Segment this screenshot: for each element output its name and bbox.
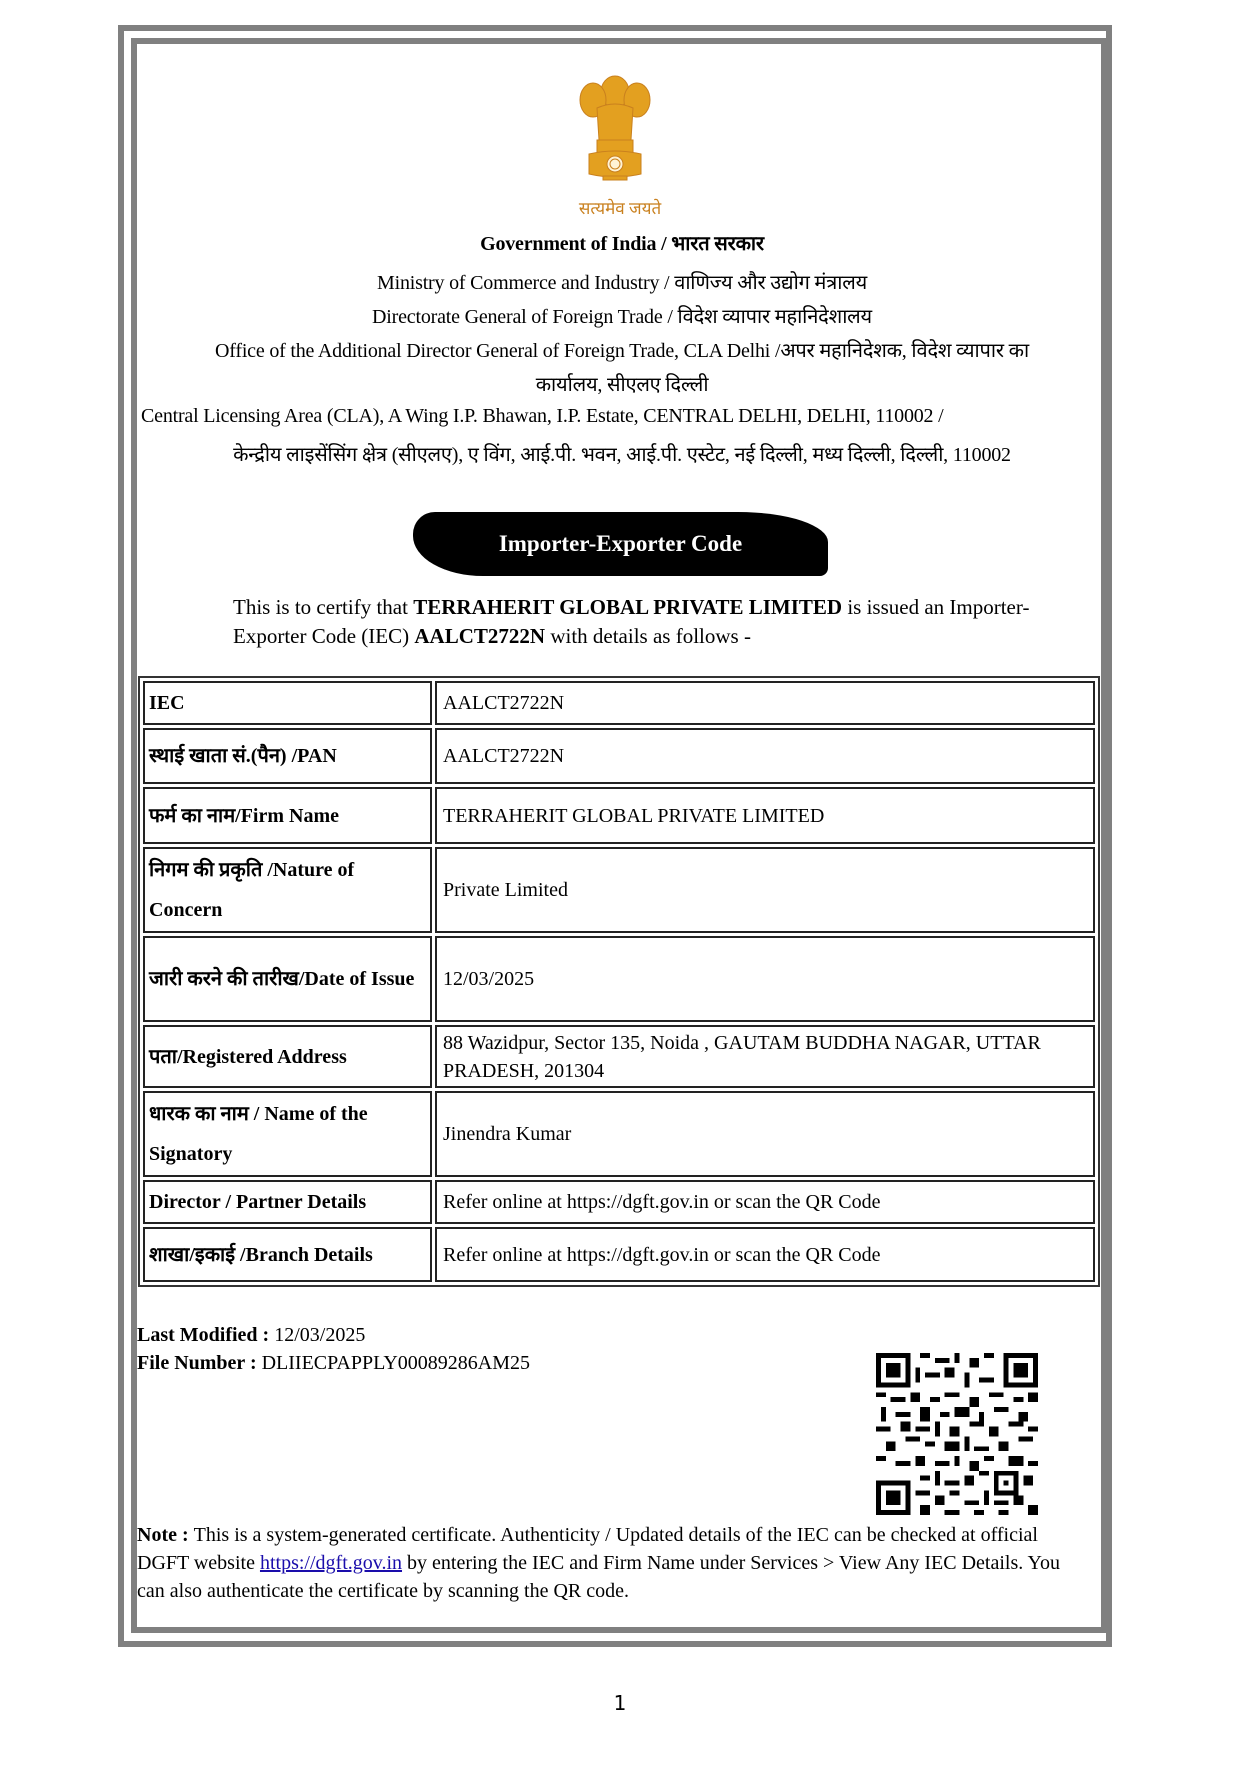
last-modified [137, 1321, 530, 1349]
row-label: IEC [143, 681, 432, 725]
row-value: TERRAHERIT GLOBAL PRIVATE LIMITED [435, 787, 1095, 844]
table-row [143, 1227, 1095, 1282]
page-number: 1 [613, 1691, 627, 1715]
note-label: Note : [137, 1524, 194, 1546]
file-number [137, 1349, 530, 1377]
certification-statement [233, 593, 1033, 651]
row-value: Refer online at https://dgft.gov.in or scan the QR Code [435, 1180, 1095, 1224]
table-row [143, 1091, 1095, 1177]
row-label: Director / Partner Details [143, 1180, 432, 1224]
directorate-line: Directorate General of Foreign Trade / विदेश व्यापार महानिदेशालय [372, 306, 872, 328]
certify-text-mid: is issued an Importer-Exporter Code (IEC) [233, 595, 1030, 648]
address-line-1: Central Licensing Area (CLA), A Wing I.P. Bhawan, I.P. Estate, CENTRAL DELHI, DELHI, 110002 / [141, 405, 944, 427]
qr-code-icon[interactable] [876, 1353, 1038, 1515]
note-text-2: by entering the IEC and Firm Name under Services > View Any IEC Details. You can also authenticate the certificate by scanning the QR code. [137, 1552, 1060, 1602]
certificate-meta [137, 1321, 530, 1377]
last-modified-value: 12/03/2025 [274, 1324, 366, 1346]
note-paragraph [137, 1521, 1077, 1605]
row-label: जारी करने की तारीख/Date of Issue [143, 936, 432, 1022]
iec-details-table [138, 676, 1100, 1287]
row-label: स्थाई खाता सं.(पैन) /PAN [143, 728, 432, 784]
table-row [143, 1025, 1095, 1088]
certify-firm-name: TERRAHERIT GLOBAL PRIVATE LIMITED [413, 595, 843, 619]
row-value: Private Limited [435, 847, 1095, 933]
table-row [143, 1180, 1095, 1224]
table-row [143, 681, 1095, 725]
row-value: AALCT2722N [435, 728, 1095, 784]
certify-text-post: with details as follows - [545, 624, 751, 648]
certify-text-pre: This is to certify that [233, 595, 414, 619]
table-row [143, 936, 1095, 1022]
row-value: AALCT2722N [435, 681, 1095, 725]
certify-iec: AALCT2722N [414, 624, 546, 648]
row-value: Refer online at https://dgft.gov.in or scan the QR Code [435, 1227, 1095, 1282]
last-modified-label: Last Modified : [137, 1324, 275, 1346]
motto-text: सत्यमेव जयते [578, 199, 662, 218]
row-label: धारक का नाम / Name of the Signatory [143, 1091, 432, 1177]
row-label: पता/Registered Address [143, 1025, 432, 1088]
row-value: 12/03/2025 [435, 936, 1095, 1022]
row-value: Jinendra Kumar [435, 1091, 1095, 1177]
file-number-value: DLIIECPAPPLY00089286AM25 [261, 1352, 531, 1374]
row-label: निगम की प्रकृति /Nature of Concern [143, 847, 432, 933]
address-line-2: केन्द्रीय लाइसेंसिंग क्षेत्र (सीएलए), ए विंग, आई.पी. भवन, आई.पी. एस्टेट, नई दिल्ली, मध्य दिल्ली, दिल्ली, 110002 [233, 444, 1011, 466]
national-emblem-icon [567, 70, 663, 188]
dgft-website-link[interactable]: https://dgft.gov.in [259, 1552, 403, 1574]
row-label: शाखा/इकाई /Branch Details [143, 1227, 432, 1282]
office-line-2: कार्यालय, सीएलए दिल्ली [535, 374, 709, 396]
office-line-1: Office of the Additional Director General of Foreign Trade, CLA Delhi /अपर महानिदेशक, विदेश व्यापार का [215, 340, 1029, 362]
row-label: फर्म का नाम/Firm Name [143, 787, 432, 844]
table-row [143, 728, 1095, 784]
ministry-line: Ministry of Commerce and Industry / वाणिज्य और उद्योग मंत्रालय [377, 272, 867, 294]
banner-title: Importer-Exporter Code [498, 531, 743, 556]
note-text-1: This is a system-generated certificate. Authenticity / Updated details of the IEC can be checked at official DGFT website [137, 1524, 1038, 1574]
row-value: 88 Wazidpur, Sector 135, Noida , GAUTAM BUDDHA NAGAR, UTTAR PRADESH, 201304 [435, 1025, 1095, 1088]
table-row [143, 847, 1095, 933]
file-number-label: File Number : [137, 1352, 262, 1374]
government-title: Government of India / भारत सरकार [480, 233, 764, 255]
table-row [143, 787, 1095, 844]
iec-banner [413, 512, 828, 576]
